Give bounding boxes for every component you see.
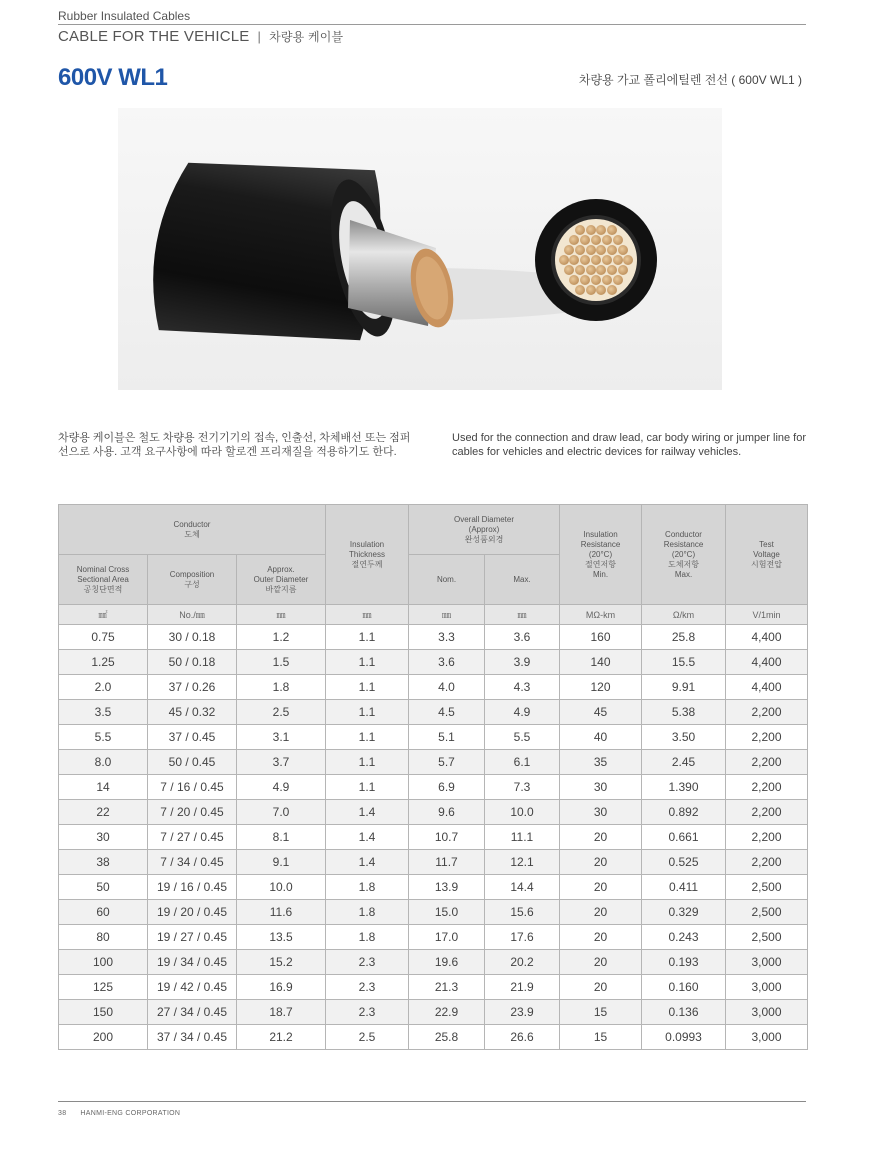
spec-table	[58, 504, 808, 1050]
table-row	[59, 650, 808, 675]
table-cell: 20	[560, 925, 642, 950]
table-row	[59, 825, 808, 850]
table-cell: 15	[560, 1000, 642, 1025]
table-cell: 2.3	[326, 975, 409, 1000]
section-separator: |	[257, 29, 262, 44]
table-cell: 7 / 27 / 0.45	[148, 825, 237, 850]
table-cell: 2,500	[726, 925, 808, 950]
table-row	[59, 775, 808, 800]
table-cell: 45	[560, 700, 642, 725]
table-cell: 3.6	[409, 650, 485, 675]
page-number: 38	[58, 1110, 67, 1117]
table-cell: 2,200	[726, 775, 808, 800]
table-cell: 4.9	[485, 700, 560, 725]
table-cell: 17.0	[409, 925, 485, 950]
table-cell: 11.6	[237, 900, 326, 925]
table-cell: 15.2	[237, 950, 326, 975]
table-cell: 1.390	[642, 775, 726, 800]
table-cell: 50 / 0.45	[148, 750, 237, 775]
table-cell: 7 / 20 / 0.45	[148, 800, 237, 825]
table-row	[59, 975, 808, 1000]
table-cell: 15	[560, 1025, 642, 1050]
section-heading	[58, 28, 343, 45]
table-cell: 5.5	[485, 725, 560, 750]
table-cell: 37 / 34 / 0.45	[148, 1025, 237, 1050]
table-cell: 13.9	[409, 875, 485, 900]
table-row	[59, 750, 808, 775]
table-cell: 45 / 0.32	[148, 700, 237, 725]
table-cell: 160	[560, 625, 642, 650]
table-cell: 19 / 27 / 0.45	[148, 925, 237, 950]
table-cell: 3,000	[726, 950, 808, 975]
table-cell: 12.1	[485, 850, 560, 875]
table-cell: 8.1	[237, 825, 326, 850]
unit-cell: ㎜	[485, 605, 560, 625]
units-row	[59, 605, 808, 625]
table-row	[59, 925, 808, 950]
table-cell: 3,000	[726, 975, 808, 1000]
table-cell: 2,200	[726, 850, 808, 875]
table-cell: 1.5	[237, 650, 326, 675]
table-cell: 3.3	[409, 625, 485, 650]
category-label: Rubber Insulated Cables	[58, 9, 191, 23]
table-cell: 3,000	[726, 1025, 808, 1050]
table-cell: 2,500	[726, 900, 808, 925]
table-cell: 2.5	[326, 1025, 409, 1050]
insulation-thickness-header: Insulation Thickness 절연두께	[326, 505, 409, 605]
table-row	[59, 625, 808, 650]
table-row	[59, 875, 808, 900]
table-cell: 1.1	[326, 650, 409, 675]
table-cell: 2.3	[326, 950, 409, 975]
table-cell: 19 / 42 / 0.45	[148, 975, 237, 1000]
table-cell: 1.25	[59, 650, 148, 675]
table-cell: 15.0	[409, 900, 485, 925]
table-cell: 9.91	[642, 675, 726, 700]
table-cell: 1.8	[326, 900, 409, 925]
conductor-resistance-header: Conductor Resistance (20°C) 도체저항 Max.	[642, 505, 726, 605]
table-cell: 140	[560, 650, 642, 675]
table-cell: 20	[560, 825, 642, 850]
table-cell: 20	[560, 950, 642, 975]
table-cell: 1.1	[326, 775, 409, 800]
table-cell: 3.1	[237, 725, 326, 750]
conductor-header: Conductor 도체	[59, 505, 326, 555]
table-cell: 23.9	[485, 1000, 560, 1025]
table-cell: 2,200	[726, 750, 808, 775]
table-cell: 7 / 16 / 0.45	[148, 775, 237, 800]
company-name: HANMI-ENG CORPORATION	[80, 1110, 181, 1117]
table-cell: 25.8	[642, 625, 726, 650]
table-cell: 1.1	[326, 625, 409, 650]
table-cell: 26.6	[485, 1025, 560, 1050]
table-cell: 5.1	[409, 725, 485, 750]
table-cell: 19.6	[409, 950, 485, 975]
table-row	[59, 900, 808, 925]
table-cell: 21.9	[485, 975, 560, 1000]
table-cell: 0.75	[59, 625, 148, 650]
test-voltage-header: Test Voltage 시험전압	[726, 505, 808, 605]
table-cell: 21.3	[409, 975, 485, 1000]
table-cell: 0.411	[642, 875, 726, 900]
table-cell: 125	[59, 975, 148, 1000]
table-cell: 0.243	[642, 925, 726, 950]
table-cell: 10.0	[485, 800, 560, 825]
table-cell: 9.6	[409, 800, 485, 825]
table-cell: 7 / 34 / 0.45	[148, 850, 237, 875]
cable-photo	[118, 108, 722, 390]
unit-cell: No./㎜	[148, 605, 237, 625]
nominal-area-header: Nominal Cross Sectional Area 공칭단면적	[59, 555, 148, 605]
table-cell: 1.2	[237, 625, 326, 650]
table-cell: 2.3	[326, 1000, 409, 1025]
composition-header: Composition 구성	[148, 555, 237, 605]
table-cell: 2.0	[59, 675, 148, 700]
table-cell: 22	[59, 800, 148, 825]
table-cell: 30	[59, 825, 148, 850]
table-cell: 5.38	[642, 700, 726, 725]
nom-header: Nom.	[409, 555, 485, 605]
unit-cell: ㎜	[409, 605, 485, 625]
table-cell: 19 / 16 / 0.45	[148, 875, 237, 900]
table-cell: 7.3	[485, 775, 560, 800]
table-row	[59, 800, 808, 825]
table-cell: 4.9	[237, 775, 326, 800]
table-cell: 40	[560, 725, 642, 750]
section-title-en: CABLE FOR THE VEHICLE	[58, 28, 250, 45]
table-cell: 10.7	[409, 825, 485, 850]
table-cell: 30 / 0.18	[148, 625, 237, 650]
table-cell: 3.7	[237, 750, 326, 775]
table-cell: 3.50	[642, 725, 726, 750]
header-divider	[58, 24, 806, 25]
footer-divider	[58, 1101, 806, 1102]
max-header: Max.	[485, 555, 560, 605]
table-cell: 17.6	[485, 925, 560, 950]
table-cell: 20.2	[485, 950, 560, 975]
unit-cell: MΩ-km	[560, 605, 642, 625]
table-cell: 22.9	[409, 1000, 485, 1025]
table-cell: 21.2	[237, 1025, 326, 1050]
table-cell: 60	[59, 900, 148, 925]
table-cell: 20	[560, 875, 642, 900]
table-cell: 80	[59, 925, 148, 950]
table-row	[59, 675, 808, 700]
table-cell: 20	[560, 975, 642, 1000]
cable-illustration	[118, 108, 722, 390]
table-cell: 120	[560, 675, 642, 700]
table-cell: 1.4	[326, 825, 409, 850]
table-row	[59, 1000, 808, 1025]
outer-diameter-header: Approx. Outer Diameter 바깥지름	[237, 555, 326, 605]
table-cell: 6.1	[485, 750, 560, 775]
insulation-resistance-header: Insulation Resistance (20°C) 절연저항 Min.	[560, 505, 642, 605]
table-cell: 20	[560, 900, 642, 925]
unit-cell: ㎜	[326, 605, 409, 625]
table-cell: 50	[59, 875, 148, 900]
overall-diameter-header: Overall Diameter (Approx) 완성품외경	[409, 505, 560, 555]
table-cell: 20	[560, 850, 642, 875]
table-cell: 0.329	[642, 900, 726, 925]
table-cell: 37 / 0.26	[148, 675, 237, 700]
product-subtitle: 차량용 가교 폴리에틸렌 전선 ( 600V WL1 )	[578, 73, 802, 87]
table-cell: 1.4	[326, 800, 409, 825]
table-cell: 2,200	[726, 825, 808, 850]
table-cell: 200	[59, 1025, 148, 1050]
table-cell: 6.9	[409, 775, 485, 800]
footer	[58, 1110, 180, 1117]
table-row	[59, 1025, 808, 1050]
table-cell: 19 / 34 / 0.45	[148, 950, 237, 975]
description-korean: 차량용 케이블은 철도 차량용 전기기기의 접속, 인출선, 차체배선 또는 점퍼선으로 사용. 고객 요구사항에 따라 할로겐 프리재질을 적용하기도 한다.	[58, 432, 411, 458]
table-cell: 38	[59, 850, 148, 875]
table-cell: 100	[59, 950, 148, 975]
table-cell: 2,200	[726, 800, 808, 825]
section-title-kr: 차량용 케이블	[269, 30, 344, 44]
table-cell: 0.525	[642, 850, 726, 875]
unit-cell: ㎜	[237, 605, 326, 625]
table-cell: 0.160	[642, 975, 726, 1000]
table-cell: 3.6	[485, 625, 560, 650]
table-cell: 2,200	[726, 700, 808, 725]
table-cell: 0.661	[642, 825, 726, 850]
table-cell: 4,400	[726, 650, 808, 675]
table-cell: 15.5	[642, 650, 726, 675]
table-cell: 7.0	[237, 800, 326, 825]
table-cell: 13.5	[237, 925, 326, 950]
table-cell: 1.8	[326, 875, 409, 900]
spec-table-body	[59, 625, 808, 1050]
table-cell: 11.1	[485, 825, 560, 850]
table-cell: 27 / 34 / 0.45	[148, 1000, 237, 1025]
unit-cell: ㎟	[59, 605, 148, 625]
table-cell: 4,400	[726, 675, 808, 700]
table-cell: 2,200	[726, 725, 808, 750]
table-row	[59, 950, 808, 975]
table-cell: 4.0	[409, 675, 485, 700]
table-cell: 1.1	[326, 700, 409, 725]
table-cell: 0.193	[642, 950, 726, 975]
table-cell: 2.5	[237, 700, 326, 725]
table-cell: 19 / 20 / 0.45	[148, 900, 237, 925]
table-cell: 150	[59, 1000, 148, 1025]
table-cell: 1.1	[326, 750, 409, 775]
table-cell: 2,500	[726, 875, 808, 900]
table-cell: 8.0	[59, 750, 148, 775]
table-cell: 9.1	[237, 850, 326, 875]
table-cell: 5.7	[409, 750, 485, 775]
table-cell: 3.5	[59, 700, 148, 725]
table-cell: 18.7	[237, 1000, 326, 1025]
table-cell: 25.8	[409, 1025, 485, 1050]
unit-cell: Ω/km	[642, 605, 726, 625]
table-cell: 0.892	[642, 800, 726, 825]
table-cell: 2.45	[642, 750, 726, 775]
table-cell: 15.6	[485, 900, 560, 925]
table-cell: 35	[560, 750, 642, 775]
table-cell: 3,000	[726, 1000, 808, 1025]
table-cell: 37 / 0.45	[148, 725, 237, 750]
product-title: 600V WL1	[58, 64, 168, 91]
table-cell: 1.1	[326, 725, 409, 750]
table-cell: 5.5	[59, 725, 148, 750]
table-cell: 16.9	[237, 975, 326, 1000]
table-cell: 1.8	[237, 675, 326, 700]
table-row	[59, 700, 808, 725]
table-cell: 50 / 0.18	[148, 650, 237, 675]
table-cell: 14.4	[485, 875, 560, 900]
table-cell: 4.3	[485, 675, 560, 700]
table-row	[59, 850, 808, 875]
unit-cell: V/1min	[726, 605, 808, 625]
description-english: Used for the connection and draw lead, car body wiring or jumper line for cables for vehicles and electric devices for railway vehicles.	[452, 432, 807, 458]
table-cell: 4,400	[726, 625, 808, 650]
table-cell: 3.9	[485, 650, 560, 675]
table-cell: 0.0993	[642, 1025, 726, 1050]
table-cell: 0.136	[642, 1000, 726, 1025]
table-cell: 11.7	[409, 850, 485, 875]
table-cell: 14	[59, 775, 148, 800]
table-cell: 30	[560, 775, 642, 800]
table-cell: 4.5	[409, 700, 485, 725]
table-cell: 1.1	[326, 675, 409, 700]
table-cell: 30	[560, 800, 642, 825]
table-row	[59, 725, 808, 750]
table-cell: 1.8	[326, 925, 409, 950]
table-cell: 1.4	[326, 850, 409, 875]
table-cell: 10.0	[237, 875, 326, 900]
